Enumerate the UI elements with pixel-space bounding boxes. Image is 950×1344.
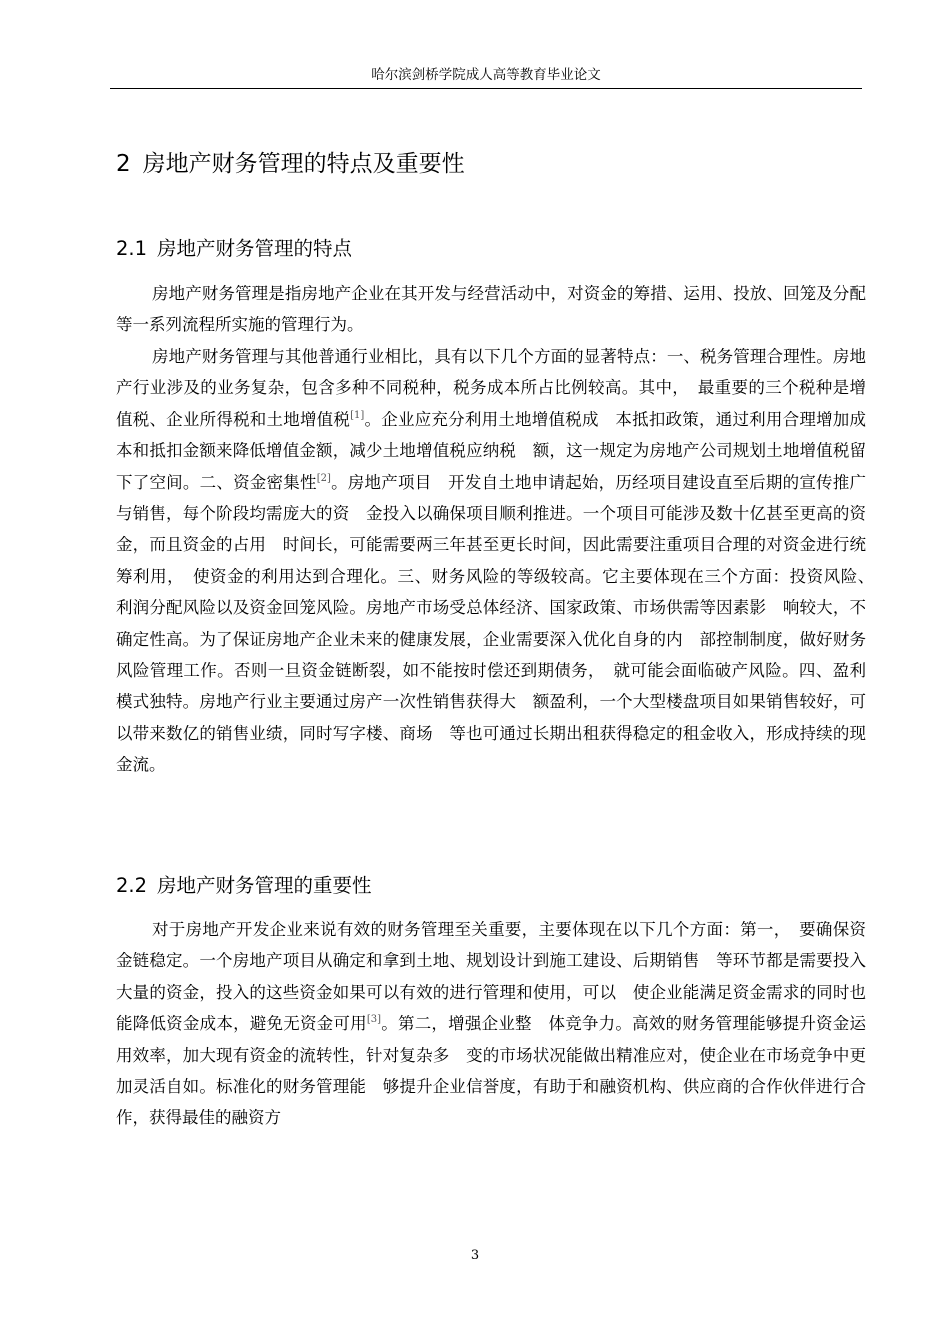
paragraph-importance: [116, 914, 866, 1134]
section-title: 房地产财务管理的重要性: [157, 874, 372, 897]
citation-ref: [3]: [366, 1014, 382, 1026]
paragraph-definition: 房地产财务管理是指房地产企业在其开发与经营活动中，对资金的筹措、运用、投放、回笼及分配等一系列流程所实施的管理行为。: [116, 284, 866, 335]
paragraph-characteristics: [116, 341, 883, 781]
chapter-title: 房地产财务管理的特点及重要性: [142, 151, 465, 177]
citation-ref: [1]: [350, 409, 365, 421]
chapter-heading: [116, 149, 465, 179]
page-header: 哈尔滨剑桥学院成人高等教育毕业论文: [371, 67, 601, 83]
section-heading-2-1: [116, 236, 352, 262]
text-segment: 。第二，增强企业整 体竞争力。高效的财务管理能够提升资金运用效率，加大现有资金的流转性，针对复杂多 变的市场状况能做出精准应对，使企业在市场竞争中更加灵活自如。标准化的财务管理能 够提升企业信誉度，有助于和融资机构、供应商的合作伙伴进行合作，获得最佳的融资方: [116, 1014, 867, 1128]
text-segment: 房地产财务管理与其他普通行业相比，具有以下几个方面的显著特点：一、税务管理合理性。房地产行业涉及的业务复杂，包含多种不同税种，税务成本所占比例较高。其中， 最重要的三个税种是增值税、企业所得税和土地增值税: [116, 347, 866, 429]
text-segment: 。房地产项目 开发自土地申请起始，历经项目建设直至后期的宣传推广与销售，每个阶段均需庞大的资 金投入以确保项目顺利推进。一个项目可能涉及数十亿甚至更高的资金，而且资金的占用 时间长，可能需要两三年甚至更长时间，因此需要注重项目合理的对资金进行统筹利用， 使资金的利用达到合理化。三、财务风险的等级较高。它主要体现在三个方面：投资风险、 利润分配风险以及资金回笼风险。房地产市场受总体经济、国家政策、市场供需等因素影 响较大，不确定性高。为了保证房地产企业未来的健康发展，企业需要深入优化自身的内 部控制制度，做好财务风险管理工作。否则一旦资金链断裂，如不能按时偿还到期债务， 就可能会面临破产风险。四、盈利模式独特。房地产行业主要通过房产一次性销售获得大 额盈利，一个大型楼盘项目如果销售较好，可以带来数亿的销售业绩，同时写字楼、商场 等也可通过长期出租获得稳定的租金收入，形成持续的现金流。: [116, 472, 883, 775]
citation-ref: [2]: [316, 472, 331, 484]
page-number: 3: [470, 1248, 480, 1263]
text-segment: 对于房地产开发企业来说有效的财务管理至关重要，主要体现在以下几个方面：第一， 要确保资金链稳定。一个房地产项目从确定和拿到土地、规划设计到施工建设、后期销售 等环节都是需要投入大量的资金，投入的这些资金如果可以有效的进行管理和使用，可以 使企业能满足资金需求的同时也能降低资金成本，避免无资金可用: [116, 920, 866, 1034]
section-heading-2-2: [116, 873, 372, 899]
header-rule: [110, 88, 862, 89]
section-number: 2.1: [116, 237, 148, 260]
chapter-number: 2: [116, 151, 131, 177]
section-number: 2.2: [116, 874, 148, 897]
text-segment: 。企业应充分利用土地增值税成 本抵扣政策，通过利用合理增加成本和抵扣金额来降低增值金额，减少土地增值税应纳税 额，这一规定为房地产公司规划土地增值税留下了空间。二、资金密集性: [116, 409, 867, 492]
section-title: 房地产财务管理的特点: [157, 237, 353, 260]
